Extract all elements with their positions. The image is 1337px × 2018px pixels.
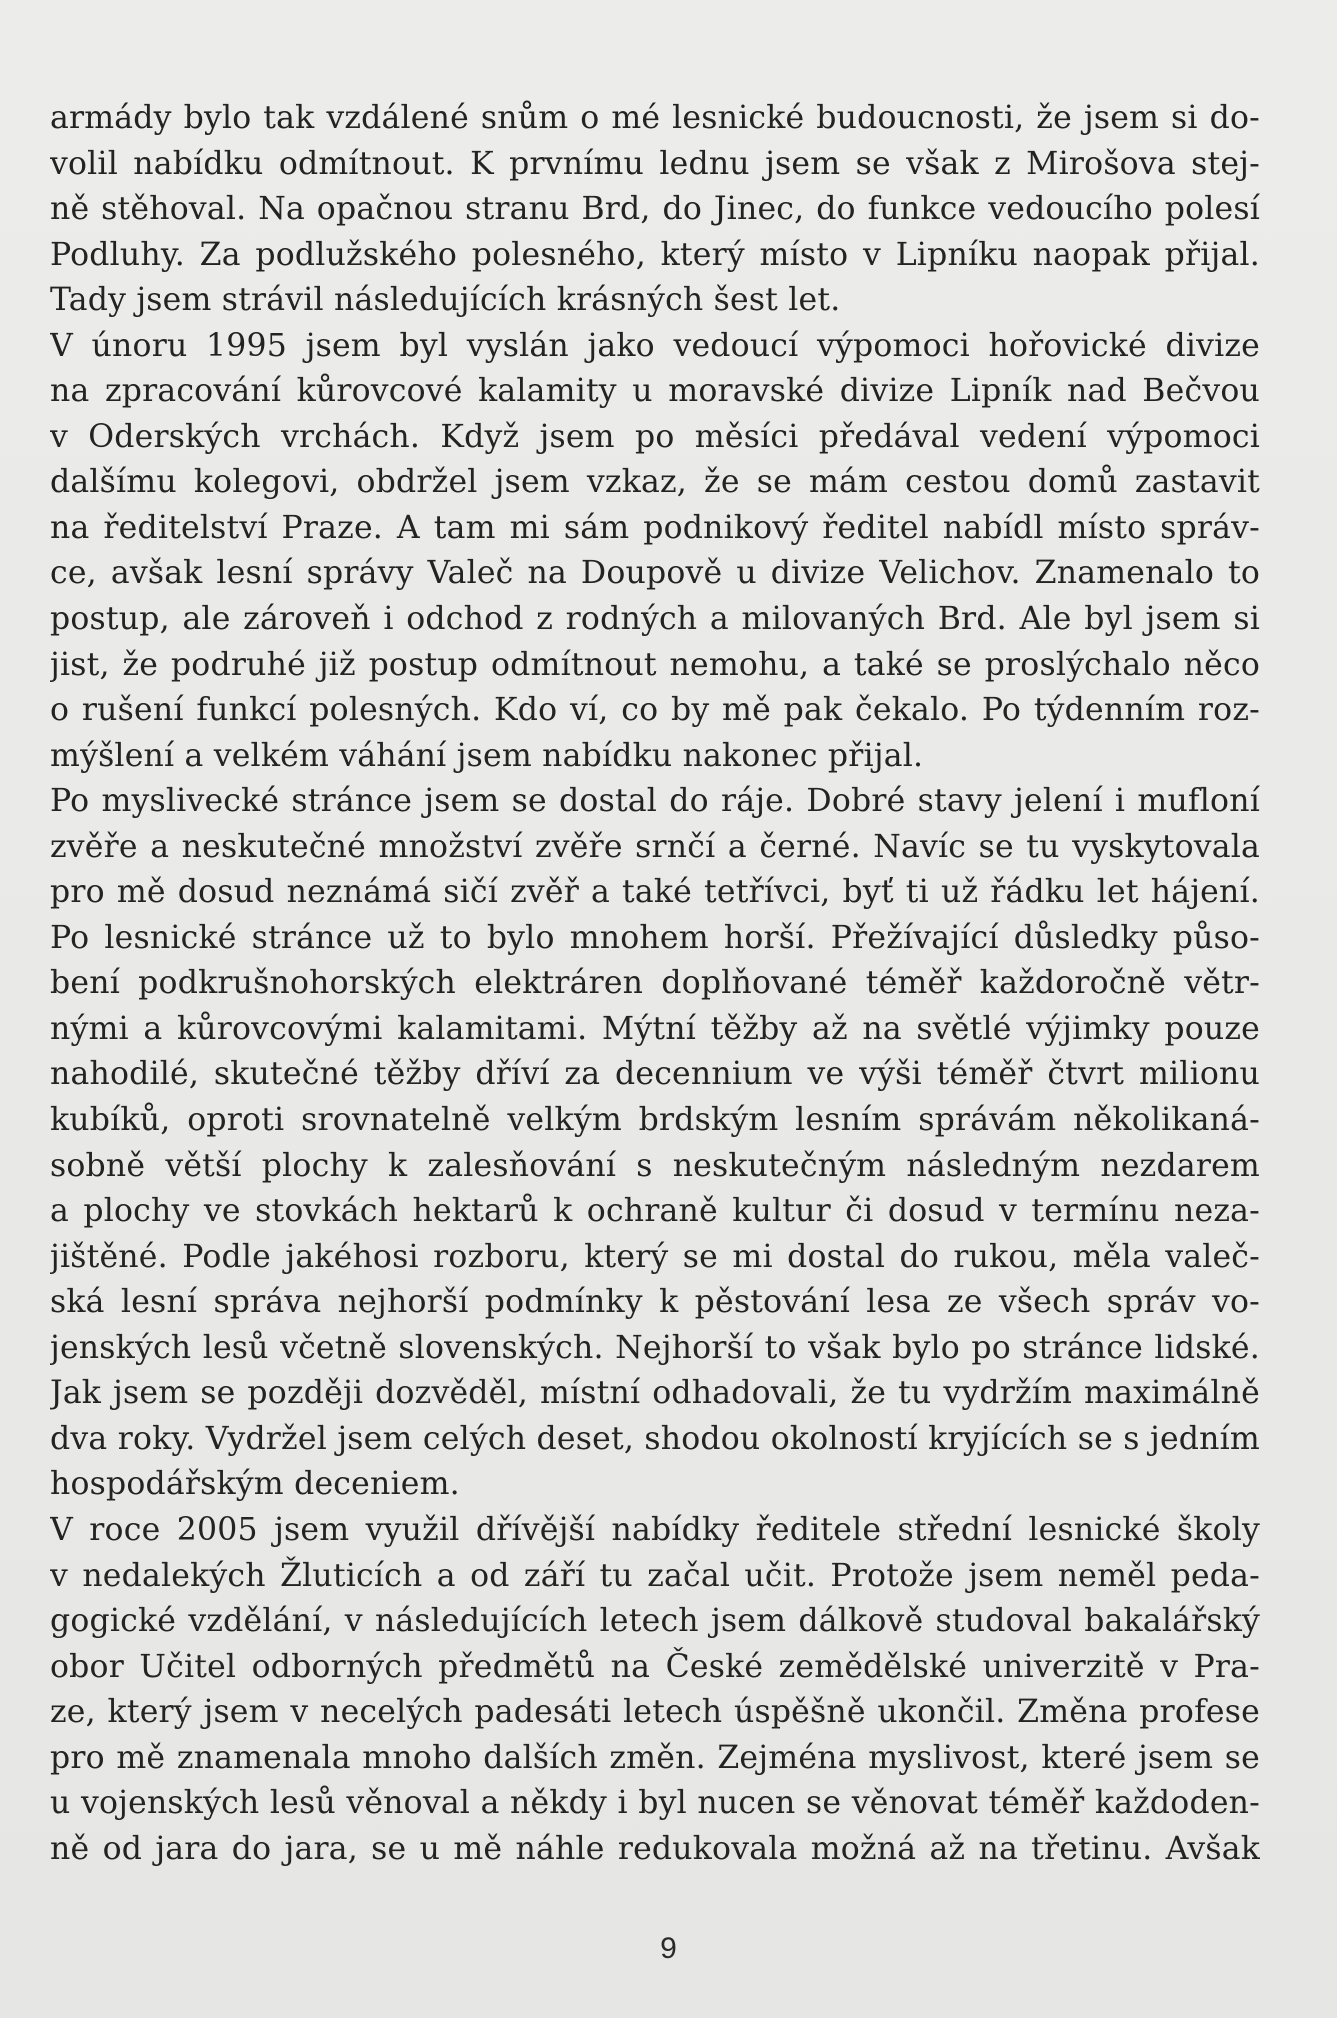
text-line: dva roky. Vydržel jsem celých deset, shodou okolností kryjících se s jedním — [50, 1420, 1260, 1457]
text-line: obor Učitel odborných předmětů na České zemědělské univerzitě v Pra- — [50, 1648, 1260, 1685]
text-line: nými a kůrovcovými kalamitami. Mýtní těžby až na světlé výjimky pouze — [50, 1010, 1260, 1047]
text-line: V roce 2005 jsem využil dřívější nabídky ředitele střední lesnické školy — [50, 1511, 1260, 1548]
text-line: na zpracování kůrovcové kalamity u moravské divize Lipník nad Bečvou — [50, 373, 1260, 410]
text-line: bení podkrušnohorských elektráren doplňované téměř každoročně větr- — [50, 965, 1260, 1002]
text-line: Po myslivecké stránce jsem se dostal do ráje. Dobré stavy jelení i mufloní — [50, 783, 1260, 820]
text-line: jištěné. Podle jakéhosi rozboru, který se mi dostal do rukou, měla valeč- — [50, 1238, 1260, 1275]
text-line: u vojenských lesů věnoval a někdy i byl nucen se věnovat téměř každoden- — [50, 1785, 1260, 1822]
body-text — [50, 96, 1260, 1872]
text-line: na ředitelství Praze. A tam mi sám podnikový ředitel nabídl místo správ- — [50, 509, 1260, 546]
text-line: o rušení funkcí polesných. Kdo ví, co by mě pak čekalo. Po týdenním roz- — [50, 692, 1260, 729]
text-line: jist, že podruhé již postup odmítnout nemohu, a také se proslýchalo něco — [50, 646, 1260, 683]
text-line: kubíků, oproti srovnatelně velkým brdským lesním správám několikaná- — [50, 1102, 1260, 1139]
page-number: 9 — [660, 1932, 677, 1965]
text-line: zvěře a neskutečné množství zvěře srnčí a černé. Navíc se tu vyskytovala — [50, 828, 1260, 865]
text-line: pro mě dosud neznámá sičí zvěř a také tetřívci, byť ti už řádku let hájení. — [50, 874, 1260, 911]
text-line: armády bylo tak vzdálené snům o mé lesnické budoucnosti, že jsem si do- — [50, 100, 1260, 136]
text-line: postup, ale zároveň i odchod z rodných a milovaných Brd. Ale byl jsem si — [50, 601, 1260, 638]
text-line: Po lesnické stránce už to bylo mnohem horší. Přežívající důsledky půso- — [50, 919, 1260, 956]
text-line: ská lesní správa nejhorší podmínky k pěstování lesa ze všech správ vo- — [50, 1284, 1260, 1321]
text-line: Jak jsem se později dozvěděl, místní odhadovali, že tu vydržím maximálně — [50, 1375, 1260, 1412]
text-line: ce, avšak lesní správy Valeč na Doupově u divize Velichov. Znamenalo to — [50, 555, 1260, 592]
text-line: a plochy ve stovkách hektarů k ochraně kultur či dosud v termínu neza- — [50, 1193, 1260, 1230]
text-line: pro mě znamenala mnoho dalších změn. Zejména myslivost, které jsem se — [50, 1739, 1260, 1776]
text-line: volil nabídku odmítnout. K prvnímu lednu jsem se však z Mirošova stej- — [50, 145, 1260, 182]
text-line: ně od jara do jara, se u mě náhle redukovala možná až na třetinu. Avšak — [50, 1830, 1260, 1867]
text-line: Tady jsem strávil následujících krásných šest let. — [50, 282, 841, 319]
text-line: Podluhy. Za podlužského polesného, který místo v Lipníku naopak přijal. — [50, 236, 1260, 273]
text-line: mýšlení a velkém váhání jsem nabídku nakonec přijal. — [50, 737, 924, 774]
text-line: dalšímu kolegovi, obdržel jsem vzkaz, že se mám cestou domů zastavit — [50, 464, 1260, 501]
text-line: ze, který jsem v necelých padesáti letech úspěšně ukončil. Změna profese — [50, 1694, 1260, 1731]
text-line: nahodilé, skutečné těžby dříví za decennium ve výši téměř čtvrt milionu — [50, 1056, 1260, 1093]
text-line: ně stěhoval. Na opačnou stranu Brd, do Jinec, do funkce vedoucího polesí — [50, 191, 1260, 228]
text-line: v Oderských vrchách. Když jsem po měsíci předával vedení výpomoci — [50, 418, 1260, 455]
text-line: gogické vzdělání, v následujících letech jsem dálkově studoval bakalářský — [50, 1603, 1260, 1640]
text-line: V únoru 1995 jsem byl vyslán jako vedoucí výpomoci hořovické divize — [50, 327, 1260, 364]
text-line: jenských lesů včetně slovenských. Nejhorší to však bylo po stránce lidské. — [50, 1329, 1260, 1366]
text-line: v nedalekých Žluticích a od září tu začal učit. Protože jsem neměl peda- — [50, 1557, 1260, 1594]
text-line: hospodářským deceniem. — [50, 1466, 460, 1503]
text-line: sobně větší plochy k zalesňování s neskutečným následným nezdarem — [50, 1147, 1260, 1184]
